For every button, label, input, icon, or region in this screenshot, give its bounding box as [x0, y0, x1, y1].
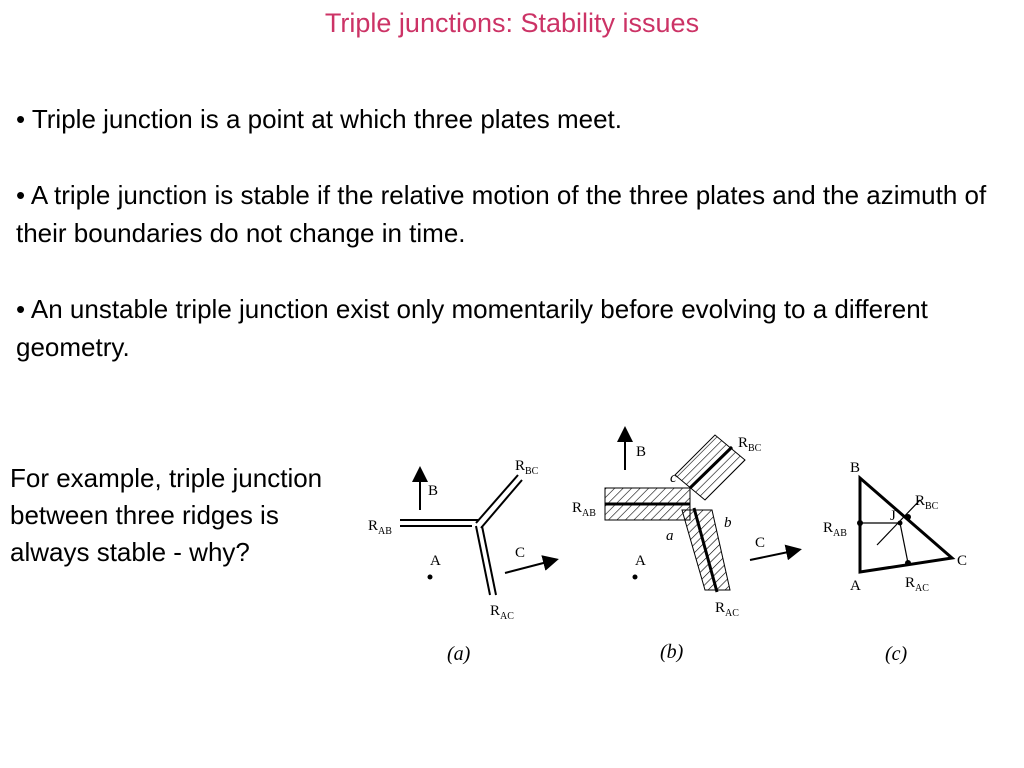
bullet-1: • Triple junction is a point at which three plates meet.	[16, 104, 622, 134]
label-a-c: A	[850, 578, 861, 594]
bullet-3: • An unstable triple junction exist only momentarily before evolving to a different geometry.	[16, 294, 928, 362]
label-c-b: C	[755, 535, 766, 551]
diagram-b	[572, 430, 798, 663]
label-rab-b: $R_{AB}$	[572, 500, 596, 519]
label-b-b: B	[636, 444, 647, 460]
label-rac: $R_{AC}$	[490, 603, 514, 622]
bullet-2: • A triple junction is stable if the relative motion of the three plates and the azimuth of their boundaries do not change in time.	[16, 180, 987, 248]
example-text: For example, triple junction between three ridges is always stable - why?	[10, 463, 323, 567]
label-rac-c: $R_{AC}$	[905, 575, 929, 594]
slide-title: Triple junctions: Stability issues	[324, 8, 700, 38]
label-rbc: $R_{BC}$	[515, 458, 539, 477]
diagram-a	[368, 458, 555, 665]
label-small-c: c	[670, 470, 677, 486]
label-c: C	[515, 545, 526, 561]
label-small-a: a	[666, 528, 674, 544]
label-rac-b: $R_{AC}$	[715, 600, 739, 619]
caption-c: (c)	[885, 643, 908, 665]
label-rab: $R_{AB}$	[368, 518, 392, 537]
label-c-c: C	[957, 553, 968, 569]
label-b: B	[428, 483, 439, 499]
label-j: J	[890, 508, 896, 524]
label-b-c: B	[850, 460, 861, 476]
label-rbc-c: $R_{BC}$	[915, 493, 939, 512]
caption-a: (a)	[447, 643, 471, 665]
label-rbc-b: $R_{BC}$	[738, 435, 762, 454]
caption-b: (b)	[660, 641, 684, 663]
label-a: A	[430, 553, 441, 569]
triple-junction-figure	[360, 420, 1000, 680]
label-a-b: A	[635, 553, 646, 569]
label-small-b: b	[724, 515, 732, 531]
label-rab-c: $R_{AB}$	[823, 520, 847, 539]
bullet-list	[16, 100, 1016, 404]
diagram-c	[823, 460, 967, 665]
